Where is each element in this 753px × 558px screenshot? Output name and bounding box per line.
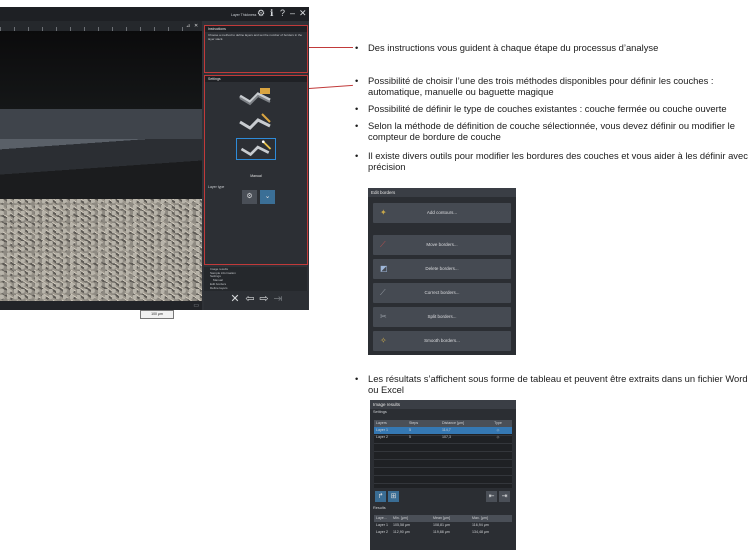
bullet-text: Possibilité de définir le type de couches existantes : couche fermée ou couche ouverte [368,103,727,114]
tree-item[interactable]: Edit borders [210,281,227,286]
minimize-icon[interactable]: – [290,8,296,18]
close-icon[interactable]: ✕ [194,23,199,29]
bullet-text: Selon la méthode de définition de couche sélectionnée, vous devez définir ou modifier le compteur de bordure de couche [368,120,735,142]
window-icon[interactable]: ▭ [193,303,199,309]
image-toolbar [0,21,202,31]
tree-item[interactable]: Define layers [210,285,228,290]
delete-border-icon: ◩ [380,264,388,273]
add-contour-icon: ✦ [380,208,387,217]
selected-method-label: Manual [250,174,262,178]
tree-item[interactable]: Settings [210,274,221,279]
split-border-icon: ✂ [380,312,387,321]
smooth-border-icon: ✧ [380,336,387,345]
table-row[interactable]: Layer 2 112,90 μm 119,88 μm 134,48 μm [376,530,490,534]
back-arrow-icon[interactable]: ⇦ [245,293,255,305]
smooth-borders-button[interactable]: ✧ Smooth borders... [373,331,511,351]
correct-borders-button[interactable]: ⟋ Correct borders... [373,283,511,303]
help-icon[interactable]: ? [280,8,286,18]
micrograph-image[interactable] [0,31,202,316]
image-results-title: Image results [370,400,516,409]
bullet-text: Des instructions vous guident à chaque étape du processus d’analyse [368,42,659,53]
workflow-tree [204,267,307,291]
tree-item[interactable]: Sample information [210,270,236,275]
title-bar [0,7,309,21]
settings-panel [204,75,308,265]
results-table [374,515,512,536]
connector-line [309,85,353,89]
instructions-header: Instructions [205,26,307,32]
edit-borders-panel [368,188,516,355]
layer-type-label: Layer type [208,185,225,189]
automatic-method-icon[interactable] [236,86,276,108]
instructions-text: Choose a method to define layers and set the number of borders in the layer stack. [208,33,303,41]
bullet-text: Possibilité de choisir l’une des trois méthodes disponibles pour définir les couches : automatique, manuelle ou baguette magique [368,75,714,97]
navigation-bar [204,291,308,310]
table-row[interactable]: Layer 1 5 114,7 ◇ [374,427,512,434]
magic-wand-method-icon[interactable] [236,138,276,160]
embedding-region [0,31,202,109]
close-icon[interactable]: ✕ [299,8,307,18]
bullet-text: Il existe divers outils pour modifier les bordures des couches et vous aider à les définir avec précision [368,150,748,172]
info-icon[interactable]: ℹ [270,8,274,18]
scale-bar: 100 μm [140,310,174,319]
move-down-button[interactable]: ⇥ [499,491,510,502]
export-excel-button[interactable]: ⊞ [388,491,399,502]
connector-line [309,47,353,48]
forward-arrow-icon[interactable]: ⇨ [259,293,269,305]
layer-thickness-app [0,7,309,316]
tree-item[interactable]: Image results [210,267,229,271]
coating-layer-2 [0,139,202,199]
delete-borders-button[interactable]: ◩ Delete borders... [373,259,511,279]
split-borders-button[interactable]: ✂ Split borders... [373,307,511,327]
add-contours-button[interactable]: ✦ Add contours... [373,203,511,223]
image-status-bar [0,301,202,310]
closed-layer-button[interactable]: ⚙ [242,190,257,204]
correct-border-icon: ⟋ [380,288,386,297]
substrate-region [0,199,202,301]
table-row[interactable]: Layer 1 105,58 μm 108,81 μm 116,94 μm [376,523,489,527]
table-header: Laye... Min. [μm] Mean [μm] Max. [μm] [374,515,512,522]
move-border-icon: ⟋ [380,240,386,249]
pin-icon[interactable]: ⊿ [186,23,191,29]
table-header: Layers Steps Distance [μm] Type [374,420,512,427]
open-layer-button[interactable]: ⌄ [260,190,275,204]
bullet-text: Les résultats s’affichent sous forme de tableau et peuvent être extraits dans un fichier Word ou Excel [368,373,748,395]
gear-icon[interactable]: ⚙ [257,8,266,18]
move-borders-button[interactable]: ⟋ Move borders... [373,235,511,255]
export-word-button[interactable]: ↱ [375,491,386,502]
coating-layer-1 [0,109,202,139]
cancel-icon[interactable]: ✕ [230,293,240,305]
move-up-button[interactable]: ⇤ [486,491,497,502]
edit-borders-title: Edit borders [368,188,516,197]
layers-table [374,420,512,488]
results-label: Results [373,506,386,510]
tree-item[interactable]: Manual [213,278,223,283]
settings-label: Settings [373,410,387,414]
window-title: Layer Thickness [231,13,257,17]
settings-header: Settings [205,76,307,82]
instructions-panel [204,25,308,73]
image-results-panel [370,400,516,550]
finish-icon[interactable]: ⇥ [273,293,283,305]
manual-method-icon[interactable] [236,112,276,134]
table-row[interactable]: Layer 2 5 107,3 ◇ [376,435,500,439]
